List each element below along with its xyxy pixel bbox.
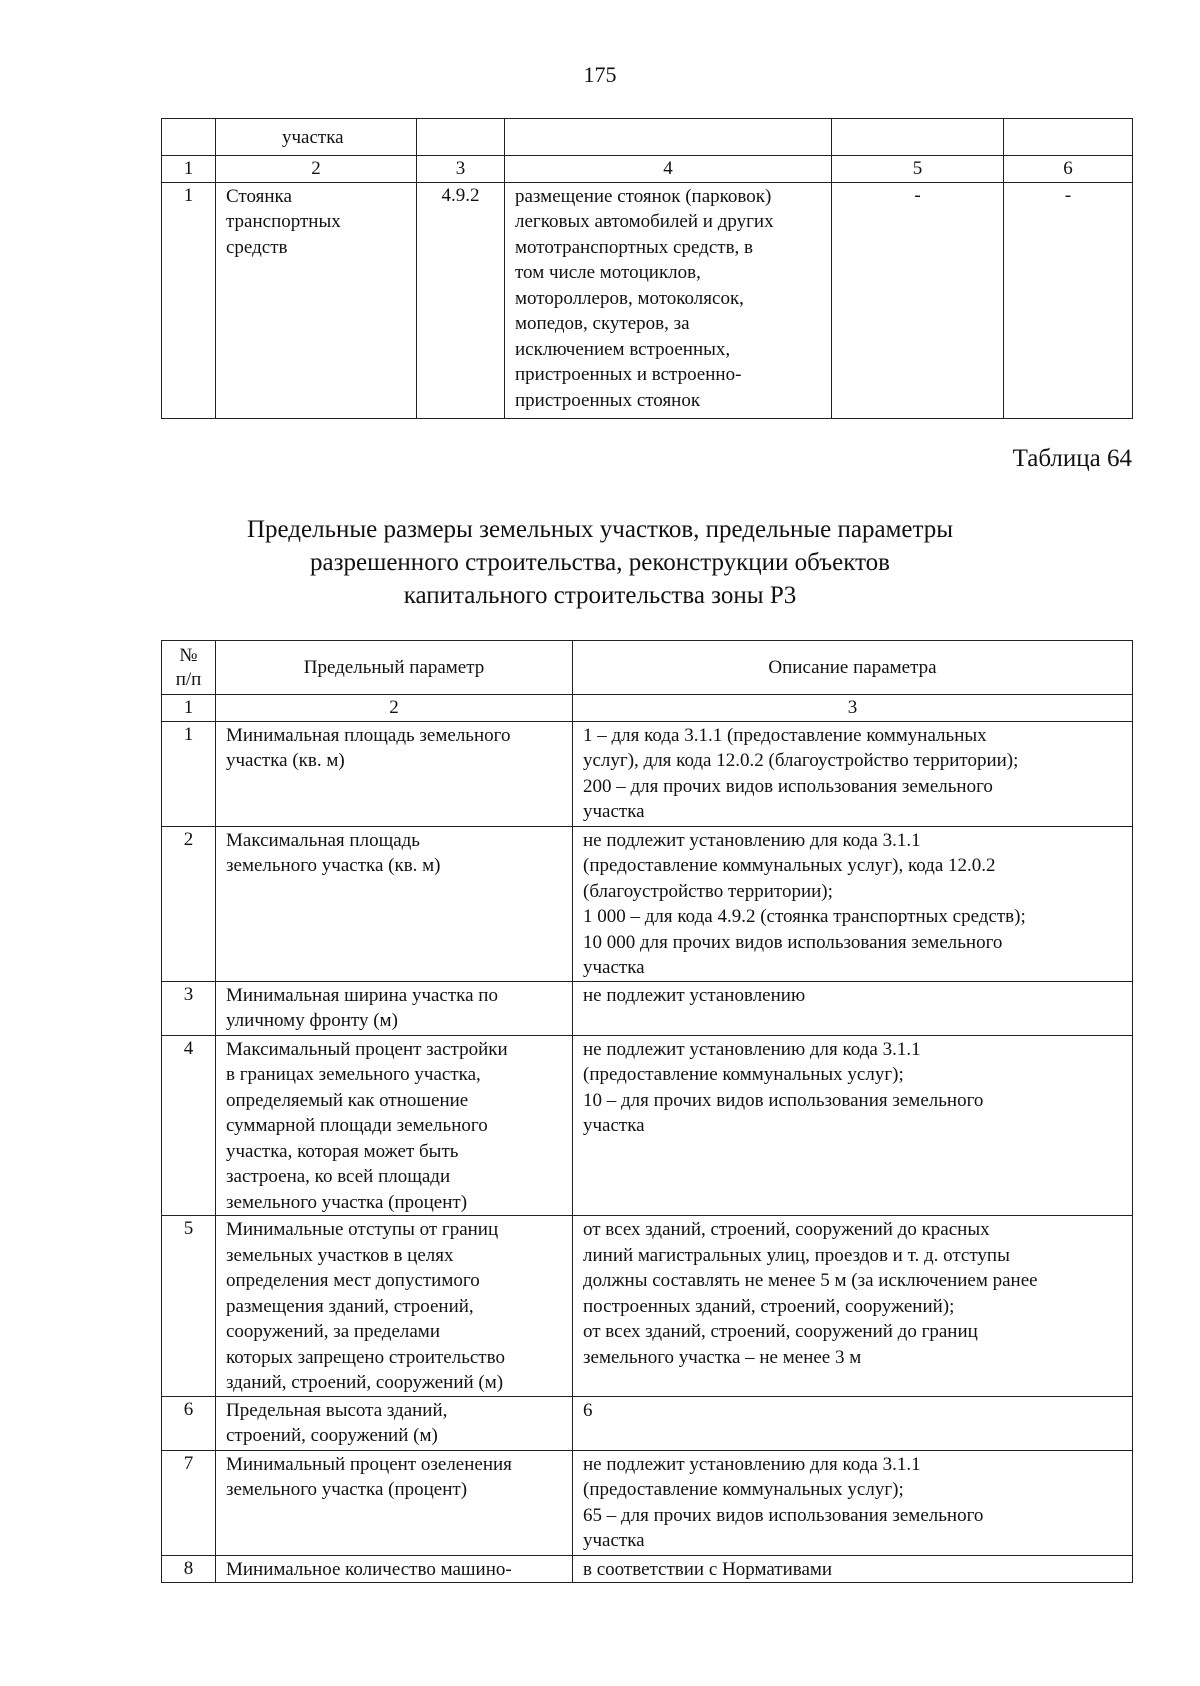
text-line: Минимальная ширина участка по <box>226 984 498 1006</box>
text-line: 10 – для прочих видов использования земельного <box>583 1089 984 1111</box>
text-line: том числе мотоциклов, <box>515 262 701 283</box>
row-desc <box>573 1396 1133 1450</box>
cell: участка <box>216 119 417 156</box>
row-description <box>505 182 832 418</box>
continued-row <box>162 119 1133 156</box>
text-line: мотороллеров, мотоколясок, <box>515 287 744 309</box>
text-line: земельного участка (процент) <box>226 1479 468 1500</box>
text-line: Максимальный процент застройки <box>226 1038 508 1060</box>
row-desc <box>573 1450 1133 1555</box>
table-label: Таблица 64 <box>1012 445 1132 472</box>
text-line: сооружений, за пределами <box>226 1321 440 1342</box>
row-param <box>216 1216 573 1397</box>
continued-table <box>161 118 1133 419</box>
text-line: Минимальная площадь земельного <box>226 724 511 746</box>
text-line: (предоставление коммунальных услуг); <box>583 1479 904 1500</box>
title-line: разрешенного строительства, реконструкции объектов <box>310 549 890 576</box>
text-line: Минимальные отступы от границ <box>226 1219 499 1240</box>
row-param <box>216 1035 573 1216</box>
params-table <box>161 640 1133 1583</box>
text-line: Максимальная площадь <box>226 829 420 851</box>
row-param <box>216 1396 573 1450</box>
column-number: 2 <box>216 156 417 183</box>
text-line: определяемый как отношение <box>226 1089 469 1111</box>
text-line: 200 – для прочих видов использования земельного <box>583 775 993 797</box>
table-row <box>162 1396 1133 1450</box>
row-param <box>216 981 573 1035</box>
table-row <box>162 1035 1133 1216</box>
row-param <box>216 721 573 826</box>
row-desc <box>573 1035 1133 1216</box>
text-line: Минимальное количество машино- <box>226 1558 512 1580</box>
column-number: 3 <box>573 695 1133 722</box>
row-number: 8 <box>162 1555 216 1583</box>
text-line: 1 000 – для кода 4.9.2 (стоянка транспортных средств); <box>583 906 1026 927</box>
text-line: 10 000 для прочих видов использования земельного <box>583 931 1003 953</box>
text-line: (предоставление коммунальных услуг); <box>583 1064 904 1085</box>
text-line: транспортных <box>226 211 341 232</box>
text-line: (благоустройство территории); <box>583 880 833 902</box>
text-line: легковых автомобилей и других <box>515 211 774 232</box>
text-line: строений, сооружений (м) <box>226 1425 438 1446</box>
row-number: 2 <box>162 826 216 981</box>
header-param: Предельный параметр <box>216 641 573 695</box>
text-line: не подлежит установлению <box>583 984 806 1006</box>
text-line: 65 – для прочих видов использования земельного <box>583 1504 984 1526</box>
column-number: 6 <box>1004 156 1133 183</box>
column-number: 1 <box>162 695 216 722</box>
text-line: участка <box>583 1115 645 1136</box>
row-col5: - <box>832 182 1004 418</box>
row-number: 5 <box>162 1216 216 1397</box>
row-col6: - <box>1004 182 1133 418</box>
text-line: Предельная высота зданий, <box>226 1399 448 1421</box>
text-line: мототранспортных средств, в <box>515 236 754 258</box>
table-title <box>0 513 1200 612</box>
text-line: средств <box>226 236 288 258</box>
cell <box>417 119 505 156</box>
text-line: в соответствии с Нормативами <box>583 1558 833 1580</box>
text-line: размещение стоянок (парковок) <box>515 185 772 207</box>
text-line: участка (кв. м) <box>226 750 345 771</box>
text-line: услуг), для кода 12.0.2 (благоустройство территории); <box>583 750 1019 771</box>
table-row <box>162 1216 1133 1397</box>
text-line: земельного участка (кв. м) <box>226 855 441 876</box>
column-numbers-row <box>162 695 1133 722</box>
text-line: пристроенных и встроенно- <box>515 364 742 385</box>
row-name <box>216 182 417 418</box>
text-line: мопедов, скутеров, за <box>515 313 690 334</box>
title-line: Предельные размеры земельных участков, предельные параметры <box>246 516 954 543</box>
table-row <box>162 1450 1133 1555</box>
text-line: участка, которая может быть <box>226 1140 459 1162</box>
row-number: 6 <box>162 1396 216 1450</box>
text-line: (предоставление коммунальных услуг), кода 12.0.2 <box>583 855 996 876</box>
table-row <box>162 1555 1133 1583</box>
text-line: которых запрещено строительство <box>226 1346 505 1368</box>
cell <box>162 119 216 156</box>
header-desc: Описание параметра <box>573 641 1133 695</box>
text-line: не подлежит установлению для кода 3.1.1 <box>583 1038 921 1060</box>
text-line: зданий, строений, сооружений (м) <box>226 1372 504 1393</box>
text-line: уличному фронту (м) <box>226 1010 398 1031</box>
text-line: Стоянка <box>226 185 292 207</box>
text-line: не подлежит установлению для кода 3.1.1 <box>583 829 921 851</box>
text-line: от всех зданий, строений, сооружений до границ <box>583 1321 978 1342</box>
column-number: 5 <box>832 156 1004 183</box>
column-number: 3 <box>417 156 505 183</box>
row-number: 1 <box>162 721 216 826</box>
row-desc <box>573 1216 1133 1397</box>
text-line: размещения зданий, строений, <box>226 1295 474 1317</box>
page-number: 175 <box>583 62 617 87</box>
row-code: 4.9.2 <box>417 182 505 418</box>
row-param <box>216 826 573 981</box>
row-desc <box>573 1555 1133 1583</box>
row-param <box>216 1555 573 1583</box>
cell <box>832 119 1004 156</box>
text-line: участка <box>583 1530 645 1551</box>
table-row <box>162 981 1133 1035</box>
text-line: земельного участка (процент) <box>226 1191 468 1213</box>
column-numbers-row <box>162 156 1133 183</box>
column-number: 2 <box>216 695 573 722</box>
text-line: определения мест допустимого <box>226 1270 480 1291</box>
text-line: суммарной площади земельного <box>226 1115 488 1136</box>
row-number: 7 <box>162 1450 216 1555</box>
text-line: застроена, ко всей площади <box>226 1166 451 1187</box>
text-line: Минимальный процент озеленения <box>226 1453 512 1475</box>
table-row <box>162 182 1133 418</box>
cell <box>505 119 832 156</box>
row-number: 1 <box>162 182 216 418</box>
row-number: 3 <box>162 981 216 1035</box>
text-line: не подлежит установлению для кода 3.1.1 <box>583 1453 921 1475</box>
table-row <box>162 826 1133 981</box>
text-line: линий магистральных улиц, проездов и т. д. отступы <box>583 1244 1010 1266</box>
text-line: 6 <box>583 1399 593 1421</box>
text-line: в границах земельного участка, <box>226 1064 481 1085</box>
text-line: исключением встроенных, <box>515 338 731 360</box>
row-param <box>216 1450 573 1555</box>
row-desc <box>573 721 1133 826</box>
title-line: капитального строительства зоны Р3 <box>403 582 797 609</box>
column-number: 4 <box>505 156 832 183</box>
table-row <box>162 721 1133 826</box>
row-desc <box>573 826 1133 981</box>
header-line: № <box>179 644 198 666</box>
text-line: должны составлять не менее 5 м (за исключением ранее <box>583 1270 1038 1291</box>
column-number: 1 <box>162 156 216 183</box>
row-desc <box>573 981 1133 1035</box>
text-line: участка <box>583 957 645 978</box>
header-row <box>162 641 1133 695</box>
header-line: п/п <box>175 668 202 690</box>
header-num <box>162 641 216 695</box>
cell <box>1004 119 1133 156</box>
text-line: построенных зданий, строений, сооружений); <box>583 1295 955 1317</box>
text-line: участка <box>583 801 645 822</box>
text-line: пристроенных стоянок <box>515 389 701 411</box>
text-line: 1 – для кода 3.1.1 (предоставление коммунальных <box>583 724 987 746</box>
text-line: от всех зданий, строений, сооружений до красных <box>583 1219 990 1240</box>
text-line: земельного участка – не менее 3 м <box>583 1346 862 1368</box>
row-number: 4 <box>162 1035 216 1216</box>
text-line: земельных участков в целях <box>226 1244 454 1266</box>
